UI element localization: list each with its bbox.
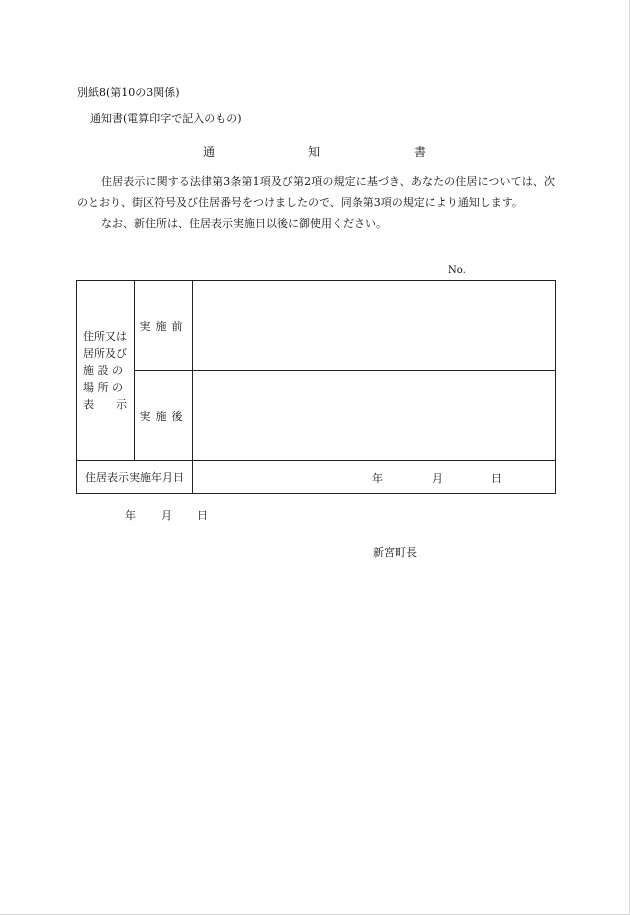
address-header-cell: [77, 281, 135, 461]
number-label: No.: [448, 265, 466, 276]
before-address-field[interactable]: [193, 281, 556, 371]
notice-body: [77, 171, 555, 234]
address-header-line: 場 所 の: [83, 381, 123, 394]
notice-paragraph-2: なお、新住所は、住居表示実施日以後に御使用ください。: [101, 217, 387, 230]
issue-month-label: 月: [161, 509, 172, 522]
address-header-line: 住所又は: [83, 330, 127, 343]
date-month-label: 月: [432, 472, 443, 485]
date-year-label: 年: [372, 472, 383, 485]
address-header-line: 表 示: [83, 398, 127, 411]
issue-day-label: 日: [197, 509, 208, 522]
implementation-date-label: 住居表示実施年月日: [77, 461, 193, 494]
form-label: 別紙8(第10の3関係): [77, 86, 180, 99]
address-header-line: 施 設 の: [83, 364, 123, 377]
address-table: [76, 280, 556, 494]
address-header-line: 居所及び: [83, 347, 127, 360]
title-char-1: 通: [203, 145, 216, 159]
implementation-date-field[interactable]: [193, 461, 556, 494]
signatory: 新宮町長: [373, 546, 417, 559]
date-day-label: 日: [491, 472, 502, 485]
before-label-cell: [135, 281, 193, 371]
title-char-3: 書: [414, 145, 427, 159]
after-label: 実施後: [139, 409, 188, 423]
after-address-field[interactable]: [193, 371, 556, 461]
after-label-cell: [135, 371, 193, 461]
notice-paragraph-1: 住居表示に関する法律第3条第1項及び第2項の規定に基づき、あなたの住居については、次のとおり、街区符号及び住居番号をつけましたので、同条第3項の規定により通知します。: [77, 175, 555, 209]
before-label: 実施前: [139, 319, 188, 333]
issue-year-label: 年: [125, 509, 136, 522]
title-char-2: 知: [308, 145, 321, 159]
document-subtitle: 通知書(電算印字で記入のもの): [90, 112, 242, 125]
